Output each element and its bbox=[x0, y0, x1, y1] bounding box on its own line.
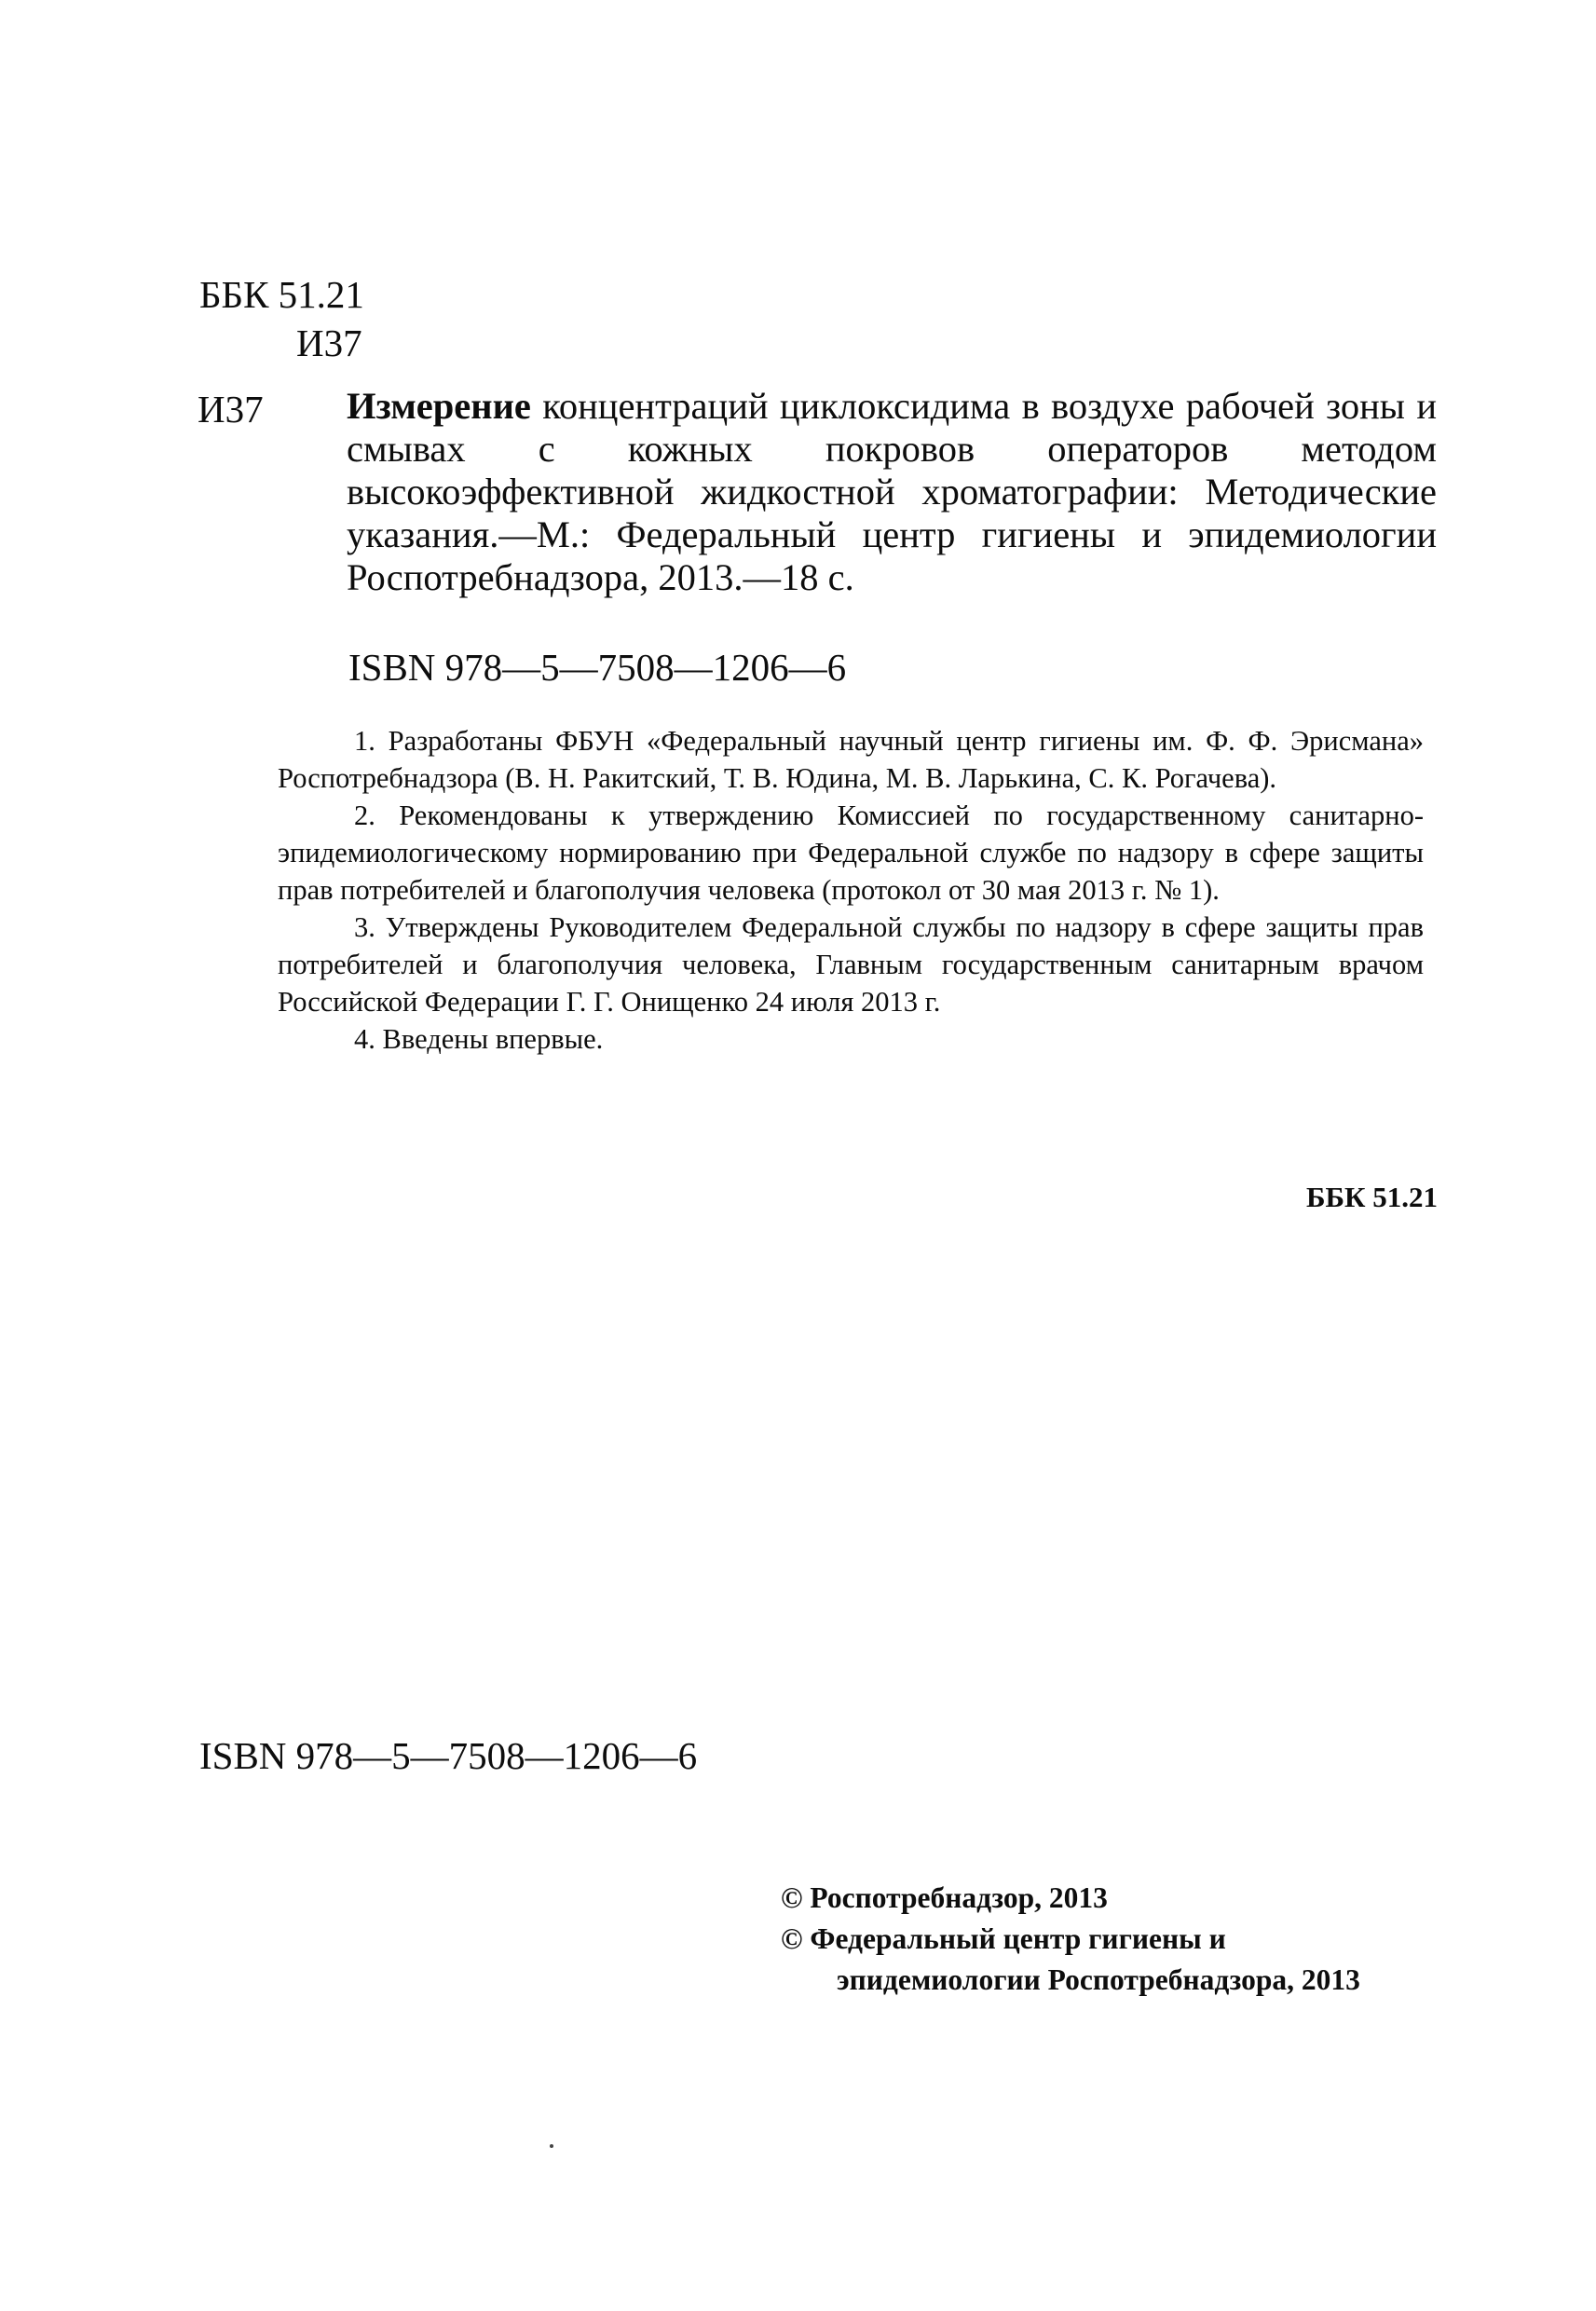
bbk-classification: ББК 51.21 bbox=[199, 273, 364, 316]
entry-description: концентраций циклоксидима в воздухе рабочей зоны и смывах с кожных покровов операторов методом высокоэффективной жидкостной хроматографии: Методические указания.—М.: Федеральный центр гигиены и эпидемиологии Роспотребнадзора, 2013.—18 с. bbox=[347, 385, 1437, 598]
note-item: 1. Разработаны ФБУН «Федеральный научный центр гигиены им. Ф. Ф. Эрисмана» Роспотребнадзора (В. Н. Ракитский, Т. В. Юдина, М. В. Ларькина, С. К. Рогачева). bbox=[278, 725, 1424, 794]
isbn-bottom: ISBN 978—5—7508—1206—6 bbox=[199, 1734, 698, 1777]
isbn-main: ISBN 978—5—7508—1206—6 bbox=[348, 646, 847, 689]
notes-list bbox=[278, 722, 1424, 1058]
entry-title-bold: Измерение bbox=[347, 385, 531, 427]
copyright-line: © Роспотребнадзор, 2013 bbox=[781, 1881, 1108, 1914]
bibliographic-entry bbox=[347, 385, 1437, 599]
copyright-line: эпидемиологии Роспотребнадзора, 2013 bbox=[837, 1963, 1360, 1996]
note-item: 2. Рекомендованы к утверждению Комиссией по государственному санитарно-эпидемиологическому нормированию при Федеральной службе по надзору в сфере защиты прав потребителей и благополучия человека (протокол от 30 мая 2013 г. № 1). bbox=[278, 800, 1424, 906]
author-code: И37 bbox=[296, 321, 362, 364]
copyright-block bbox=[781, 1878, 1360, 2001]
entry-author-code: И37 bbox=[198, 388, 264, 431]
note-item: 4. Введены впервые. bbox=[354, 1023, 604, 1055]
note-item: 3. Утверждены Руководителем Федеральной службы по надзору в сфере защиты прав потребителей и благополучия человека, Главным государственным санитарным врачом Российской Федерации Г. Г. Онищенко 24 июля 2013 г. bbox=[278, 911, 1424, 1018]
bbk-classification-right: ББК 51.21 bbox=[1306, 1181, 1438, 1213]
scan-speck bbox=[550, 2144, 553, 2148]
copyright-line: © Федеральный центр гигиены и bbox=[781, 1922, 1226, 1955]
